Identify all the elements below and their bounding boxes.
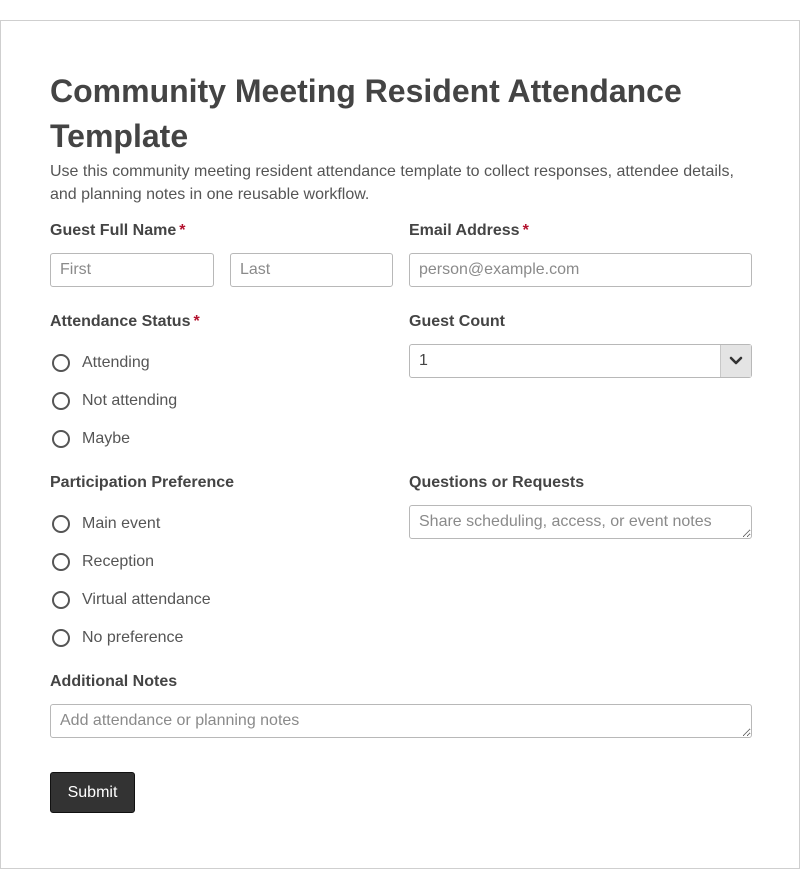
page-title: Community Meeting Resident Attendance Template xyxy=(50,73,682,154)
participation-label: Participation Preference xyxy=(50,474,235,491)
questions-label: Questions or Requests xyxy=(409,474,585,491)
attendance-option-not-attending[interactable]: Not attending xyxy=(52,391,177,411)
notes-textarea[interactable] xyxy=(50,704,752,738)
submit-button[interactable]: Submit xyxy=(50,772,135,813)
radio-button[interactable] xyxy=(52,392,70,410)
radio-button[interactable] xyxy=(52,354,70,372)
last-name-input[interactable] xyxy=(230,253,393,287)
attendance-option-attending[interactable]: Attending xyxy=(52,353,150,373)
attendance-option-maybe[interactable]: Maybe xyxy=(52,429,130,449)
participation-option-no-preference[interactable]: No preference xyxy=(52,628,183,648)
notes-label: Additional Notes xyxy=(50,673,178,690)
email-label: Email Address * xyxy=(409,222,529,239)
guest-name-label: Guest Full Name * xyxy=(50,222,186,239)
guest-count-value: 1 xyxy=(419,352,428,369)
required-mark: * xyxy=(193,313,200,330)
radio-button[interactable] xyxy=(52,515,70,533)
guest-count-label: Guest Count xyxy=(409,313,505,330)
email-input[interactable] xyxy=(409,253,752,287)
participation-option-virtual[interactable]: Virtual attendance xyxy=(52,590,211,610)
chevron-down-icon[interactable] xyxy=(720,345,751,377)
page-description: Use this community meeting resident attendance template to collect responses, attendee details, and planning notes in one reusable workflow. xyxy=(50,163,734,203)
guest-count-select[interactable] xyxy=(409,344,752,378)
attendance-status-label: Attendance Status * xyxy=(50,313,200,330)
required-mark: * xyxy=(522,222,529,239)
radio-button[interactable] xyxy=(52,591,70,609)
form-card xyxy=(0,20,800,869)
first-name-input[interactable] xyxy=(50,253,214,287)
participation-option-main-event[interactable]: Main event xyxy=(52,514,160,534)
radio-button[interactable] xyxy=(52,629,70,647)
participation-option-reception[interactable]: Reception xyxy=(52,552,154,572)
questions-textarea[interactable] xyxy=(409,505,752,539)
required-mark: * xyxy=(179,222,186,239)
radio-button[interactable] xyxy=(52,553,70,571)
radio-button[interactable] xyxy=(52,430,70,448)
